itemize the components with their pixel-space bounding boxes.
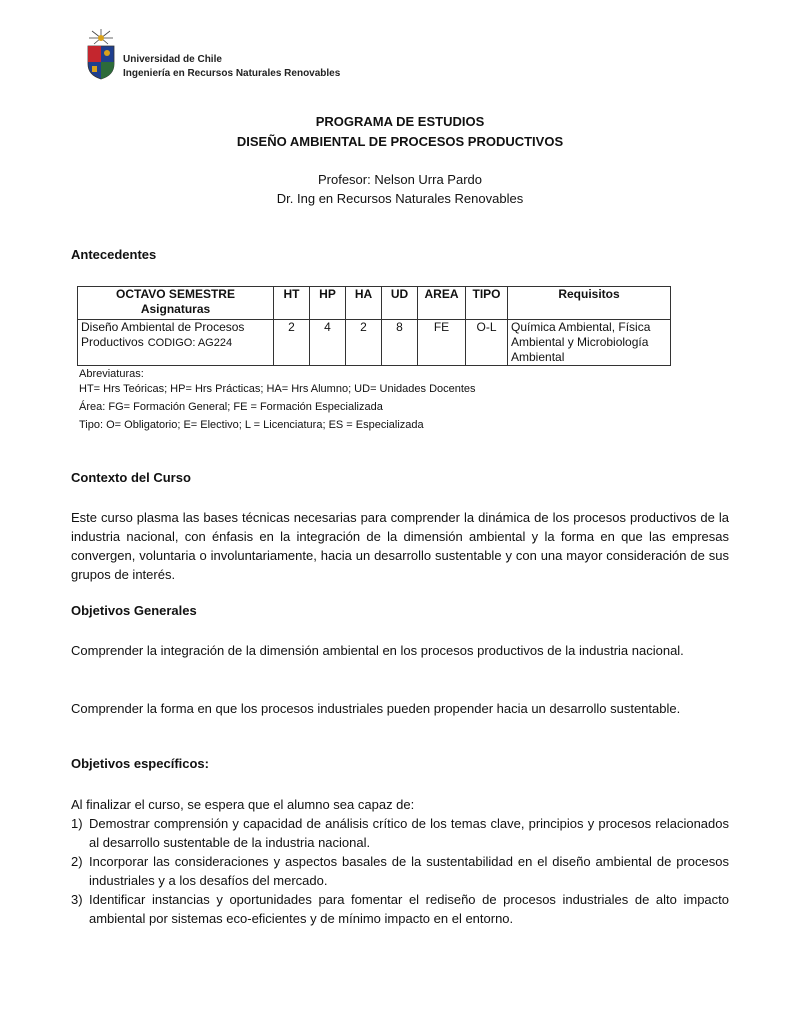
abbreviations-title: Abreviaturas: [79, 368, 144, 380]
course-code: CODIGO: AG224 [147, 337, 233, 349]
objetivo-general-1: Comprender la integración de la dimensión ambiental en los procesos productivos de la industria nacional. [71, 643, 684, 658]
professor-block [0, 170, 800, 208]
requisitos-header: Requisitos [508, 287, 671, 320]
hp-value: 4 [310, 320, 346, 366]
ud-value: 8 [382, 320, 418, 366]
table-row [78, 320, 671, 366]
university-crest-icon [86, 28, 116, 80]
list-item-text: Incorporar las consideraciones y aspectos basales de la sustentabilidad en el diseño ambiental de procesos industriales y a los desafíos del mercado. [89, 854, 729, 888]
course-cell [78, 320, 274, 366]
list-item [71, 814, 729, 852]
list-item [71, 852, 729, 890]
list-item-text: Demostrar comprensión y capacidad de análisis crítico de los temas clave, principios y procesos relacionados al desarrollo sustentable de la industria nacional. [89, 816, 729, 850]
ud-header: UD [382, 287, 418, 320]
title-line-2: DISEÑO AMBIENTAL DE PROCESOS PRODUCTIVOS [236, 134, 564, 149]
requisitos-value: Química Ambiental, Física Ambiental y Microbiología Ambiental [508, 320, 671, 366]
semester-label: OCTAVO SEMESTRE [116, 287, 235, 301]
document-title [0, 112, 800, 152]
contexto-text: Este curso plasma las bases técnicas necesarias para comprender la dinámica de los procesos productivos de la industria nacional, con énfasis en la integración de la dimensión ambiental y la forma en que las empresas convergen, voluntaria o involuntariamente, hacia un desarrollo sustentable y con una mayor consideración de sus grupos de interés. [71, 510, 729, 582]
tipo-header: TIPO [466, 287, 508, 320]
list-item-number: 3) [71, 892, 83, 907]
list-item-number: 2) [71, 854, 83, 869]
objetivos-especificos-heading: Objetivos específicos: [71, 756, 209, 771]
objetivos-intro: Al finalizar el curso, se espera que el alumno sea capaz de: [71, 797, 415, 812]
table-header-row [78, 287, 671, 320]
contexto-heading: Contexto del Curso [71, 470, 191, 485]
hp-header: HP [310, 287, 346, 320]
list-item-text: Identificar instancias y oportunidades para fomentar el rediseño de procesos industriales de alto impacto ambiental por sistemas eco-eficientes y de mínimo impacto en el entorno. [89, 892, 729, 926]
antecedentes-heading: Antecedentes [71, 247, 157, 262]
objetivo-general-2: Comprender la forma en que los procesos industriales pueden propender hacia un desarrollo sustentable. [71, 701, 681, 716]
objetivos-especificos-list [71, 814, 729, 928]
ha-value: 2 [346, 320, 382, 366]
professor-degree: Dr. Ing en Recursos Naturales Renovables [276, 191, 524, 206]
abbreviations-line-1: HT= Hrs Teóricas; HP= Hrs Prácticas; HA= Hrs Alumno; UD= Unidades Docentes [79, 383, 476, 395]
semester-header [78, 287, 274, 320]
subjects-label: Asignaturas [140, 302, 211, 316]
ht-value: 2 [274, 320, 310, 366]
list-item-number: 1) [71, 816, 83, 831]
area-value: FE [418, 320, 466, 366]
ha-header: HA [346, 287, 382, 320]
program-name: Ingeniería en Recursos Naturales Renovables [123, 68, 341, 79]
semester-table [77, 286, 671, 366]
course-name: Diseño Ambiental de Procesos Productivos [81, 320, 245, 349]
abbreviations-block [79, 368, 476, 434]
abbreviations-line-2: Área: FG= Formación General; FE = Formación Especializada [79, 401, 383, 413]
document-header [86, 28, 340, 81]
abbreviations-line-3: Tipo: O= Obligatorio; E= Electivo; L = Licenciatura; ES = Especializada [79, 419, 424, 431]
university-name: Universidad de Chile [123, 54, 222, 65]
title-line-1: PROGRAMA DE ESTUDIOS [315, 114, 485, 129]
list-item [71, 890, 729, 928]
area-header: AREA [418, 287, 466, 320]
objetivos-generales-heading: Objetivos Generales [71, 603, 197, 618]
ht-header: HT [274, 287, 310, 320]
tipo-value: O-L [466, 320, 508, 366]
professor-name: Profesor: Nelson Urra Pardo [317, 172, 482, 187]
